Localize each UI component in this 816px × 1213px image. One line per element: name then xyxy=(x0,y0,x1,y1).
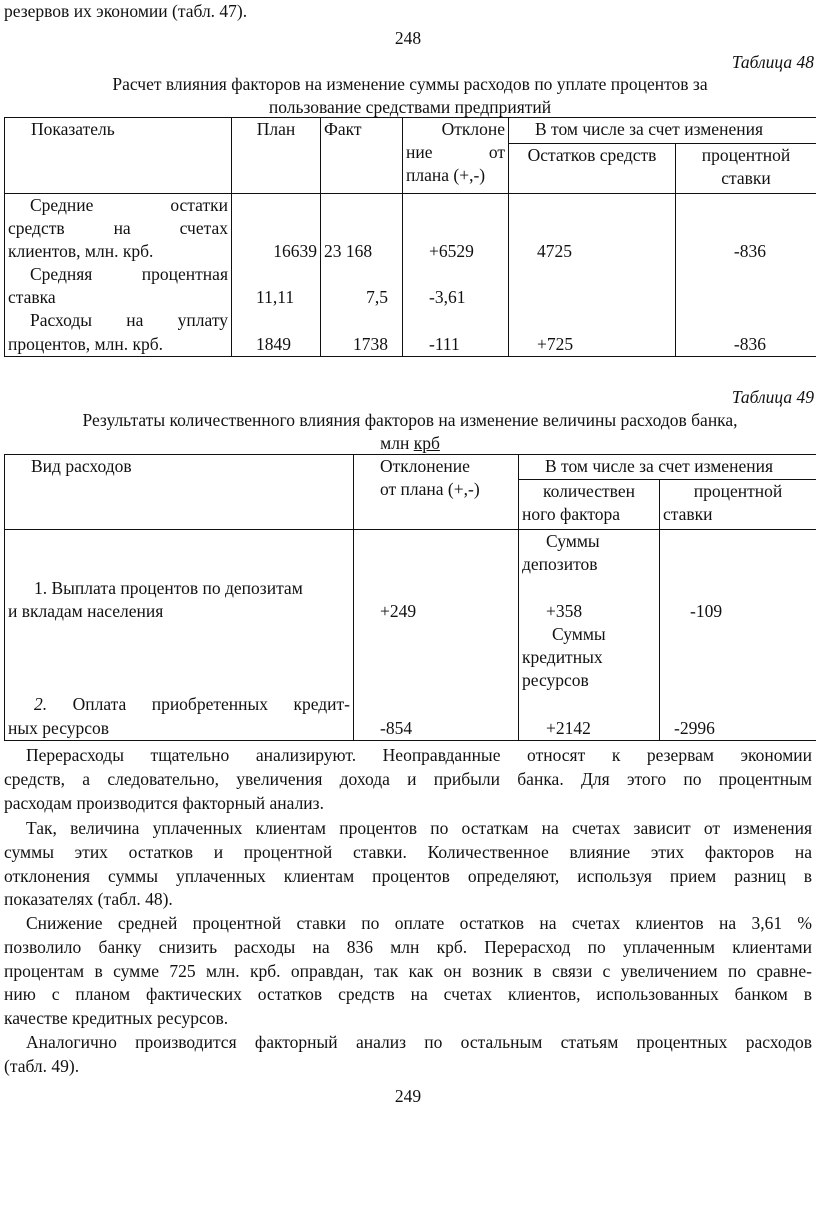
cell-plan: 11,11 xyxy=(232,263,321,309)
cell-balances xyxy=(509,263,676,309)
table-row xyxy=(5,263,816,309)
header-deviation: Отклоне ние от плана (+,-) xyxy=(403,118,509,194)
header-quantity-factor: количествен ного фактора xyxy=(519,480,660,530)
cell-deviation: +6529 xyxy=(403,194,509,264)
paragraph-4: Аналогично производится факторный анализ по остальным статьям процентных расходов (табл. 49). xyxy=(4,1032,812,1076)
top-line: резервов их экономии (табл. 47). xyxy=(4,1,248,21)
paragraph-3: Снижение средней процентной ставки по оплате остатков на счетах клиентов на 3,61 % позволило банку снизить расходы на 836 млн крб. Перерасход по уплаченным клиентами процентам в сумме 725 млн. крб. оправдан, так как он возник в связи с увеличением по сравне- нию с планом фактических остатков средств на счетах клиентов, использованных банком в качестве кредитных ресурсов. xyxy=(4,913,812,1029)
header-including: В том числе за счет изменения xyxy=(519,455,816,480)
cell-fact: 23 168 xyxy=(321,194,403,264)
table-48-label: Таблица 48 xyxy=(731,52,814,72)
row-name: Средние остатки средств на счетах клиентов, млн. крб. xyxy=(5,194,232,264)
table-49 xyxy=(4,454,816,741)
header-plan: План xyxy=(232,118,321,194)
row-name: Средняя процентная ставка xyxy=(5,263,232,309)
cell-rate: -109 xyxy=(660,530,816,624)
page-number-bottom: 249 xyxy=(394,1086,422,1106)
cell-deviation: +249 xyxy=(354,530,519,624)
header-deviation: Отклонение от плана (+,-) xyxy=(354,455,519,530)
cell-rate: -2996 xyxy=(660,623,816,740)
table-row xyxy=(5,530,816,624)
header-expense-type: Вид расходов xyxy=(5,455,354,530)
table-48-title: Расчет влияния факторов на изменение суммы расходов по уплате процентов за пользование средствами предприятий xyxy=(112,74,708,117)
header-including: В том числе за счет изменения xyxy=(509,118,816,144)
row-name: 2. Оплата приобретенных кредит- ных ресурсов xyxy=(5,623,354,740)
cell-rate: -836 xyxy=(676,309,816,356)
cell-plan: 16639 xyxy=(232,194,321,264)
cell-quantity: Суммы депозитов +358 xyxy=(519,530,660,624)
row-name: 1. Выплата процентов по депозитам и вкладам населения xyxy=(5,530,354,624)
table-48 xyxy=(4,117,816,357)
header-indicator: Показатель xyxy=(5,118,232,194)
page-number-top: 248 xyxy=(394,28,422,48)
cell-quantity: Суммы кредитных ресурсов +2142 xyxy=(519,623,660,740)
cell-plan: 1849 xyxy=(232,309,321,356)
table-row xyxy=(5,194,816,264)
table-49-title: Результаты количественного влияния факторов на изменение величины расходов банка, млн крб xyxy=(82,410,738,453)
cell-deviation: -111 xyxy=(403,309,509,356)
cell-deviation: -854 xyxy=(354,623,519,740)
cell-fact: 1738 xyxy=(321,309,403,356)
header-rate: процентной ставки xyxy=(676,144,816,194)
cell-fact: 7,5 xyxy=(321,263,403,309)
table-row xyxy=(5,309,816,356)
header-fact: Факт xyxy=(321,118,403,194)
cell-rate xyxy=(676,263,816,309)
header-rate: процентной ставки xyxy=(660,480,816,530)
cell-balances: +725 xyxy=(509,309,676,356)
paragraph-2: Так, величина уплаченных клиентам процентов по остаткам на счетах зависит от изменения суммы этих остатков и процентной ставки. Количественное влияние этих факторов на отклонения суммы уплаченных клиентам процентов определяют, используя прием разниц в показателях (табл. 48). xyxy=(4,818,812,910)
cell-balances: 4725 xyxy=(509,194,676,264)
cell-rate: -836 xyxy=(676,194,816,264)
header-balances: Остатков средств xyxy=(509,144,676,194)
row-name: Расходы на уплату процентов, млн. крб. xyxy=(5,309,232,356)
cell-deviation: -3,61 xyxy=(403,263,509,309)
paragraph-1: Перерасходы тщательно анализируют. Неоправданные относят к резервам экономии средств, а следовательно, увеличения дохода и прибыли банка. Для этого по процентным расходам производится факторный анализ. xyxy=(4,745,812,813)
table-row xyxy=(5,623,816,740)
table-49-label: Таблица 49 xyxy=(731,387,814,407)
